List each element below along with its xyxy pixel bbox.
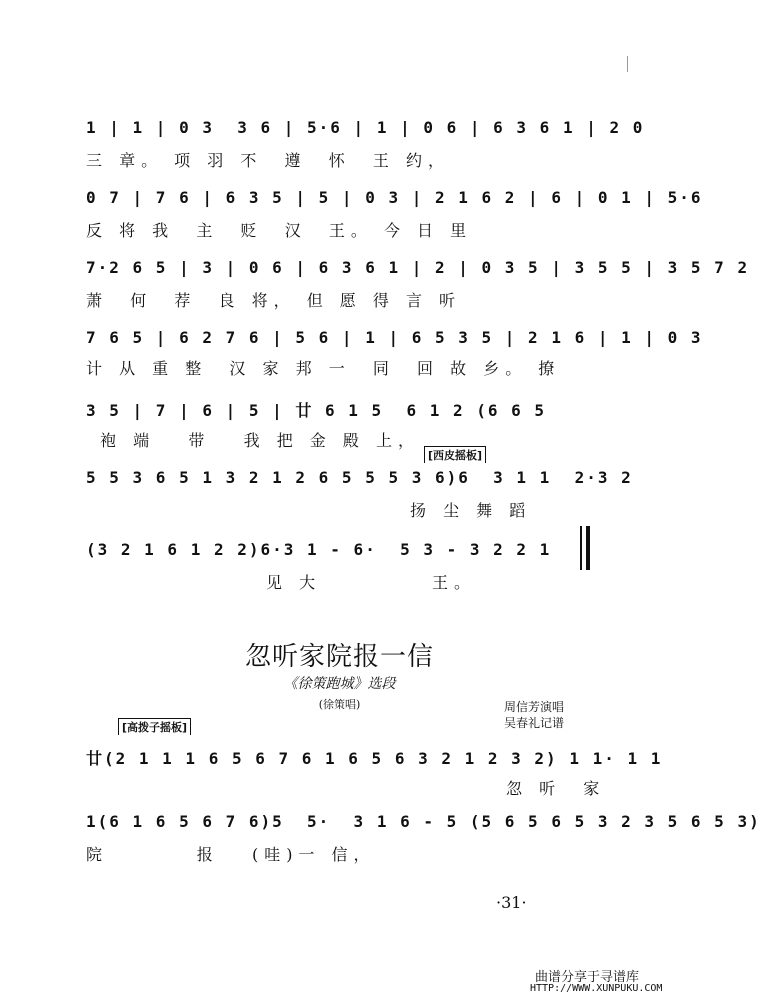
score-lyrics-row-1: 三 章。 项 羽 不 遵 怀 王 约，: [86, 151, 450, 170]
tag-xipi-yaoban: [西皮摇板]: [424, 446, 486, 463]
song-title: 忽听家院报一信: [244, 642, 434, 672]
score-notes-row-1: 1 | 1 | 0 3 3 6 | 5·6 | 1 | 0 6 | 6 3 6 1 | 2 0: [86, 118, 645, 137]
song-subtitle: 《徐策跑城》选段: [283, 676, 396, 692]
watermark-url: HTTP://WWW.XUNPUKU.COM: [530, 983, 663, 994]
page-number: ·31·: [496, 893, 527, 912]
score-notes-row-4: 7 6 5 | 6 2 7 6 | 5 6 | 1 | 6 5 3 5 | 2 1 6 | 1 | 0 3: [86, 328, 703, 347]
song-notes-row-2: 1(6 1 6 5 6 7 6)5 5· 3 1 6 - 5 (5 6 5 6 5 3 2 3 5 6 5 3): [86, 812, 761, 831]
score-lyrics-row-6: 扬 尘 舞 蹈: [410, 501, 532, 520]
song-singer-note: (徐策唱): [318, 698, 361, 711]
notation-credit: 吴春礼记谱: [504, 716, 565, 730]
score-lyrics-row-3: 萧 何 荐 良 将， 但 愿 得 言 听: [86, 291, 462, 310]
song-lyrics-row-2: 院 报 (哇)一 信，: [86, 845, 376, 864]
watermark-text: 曲谱分享于寻谱库: [535, 970, 640, 985]
tag-gaobozi-yaoban: [高拨子摇板]: [118, 718, 191, 735]
score-notes-row-5: 3 5 | 7 | 6 | 5 | 廿 6 1 5 6 1 2 (6 6 5: [86, 401, 547, 420]
score-lyrics-row-4: 计 从 重 整 汉 家 邦 一 同 回 故 乡。 撩: [86, 359, 561, 378]
performer-credit: 周信芳演唱: [504, 700, 565, 714]
score-lyrics-row-5: 袍 端 带 我 把 金 殿 上，: [100, 431, 420, 450]
score-lyrics-row-2: 反 将 我 主 贬 汉 王。 今 日 里: [86, 221, 473, 240]
score-notes-row-2: 0 7 | 7 6 | 6 3 5 | 5 | 0 3 | 2 1 6 2 | 6 | 0 1 | 5·6: [86, 188, 703, 207]
score-notes-row-7: (3 2 1 6 1 2 2)6·3 1 - 6· 5 3 - 3 2 2 1: [86, 540, 552, 559]
score-notes-row-6: 5 5 3 6 5 1 3 2 1 2 6 5 5 5 3 6)6 3 1 1 2·3 2: [86, 468, 633, 487]
score-notes-row-3: 7·2 6 5 | 3 | 0 6 | 6 3 6 1 | 2 | 0 3 5 | 3 5 5 | 3 5 7 2: [86, 258, 750, 277]
page-corner-mark: [627, 56, 628, 72]
song-lyrics-row-1: 忽 听 家: [506, 779, 606, 798]
score-lyrics-row-7: 见 大 王。: [266, 573, 476, 592]
final-barline: [580, 526, 590, 570]
song-notes-row-1: 廿(2 1 1 1 6 5 6 7 6 1 6 5 6 3 2 1 2 3 2) 1 1· 1 1: [86, 749, 663, 768]
